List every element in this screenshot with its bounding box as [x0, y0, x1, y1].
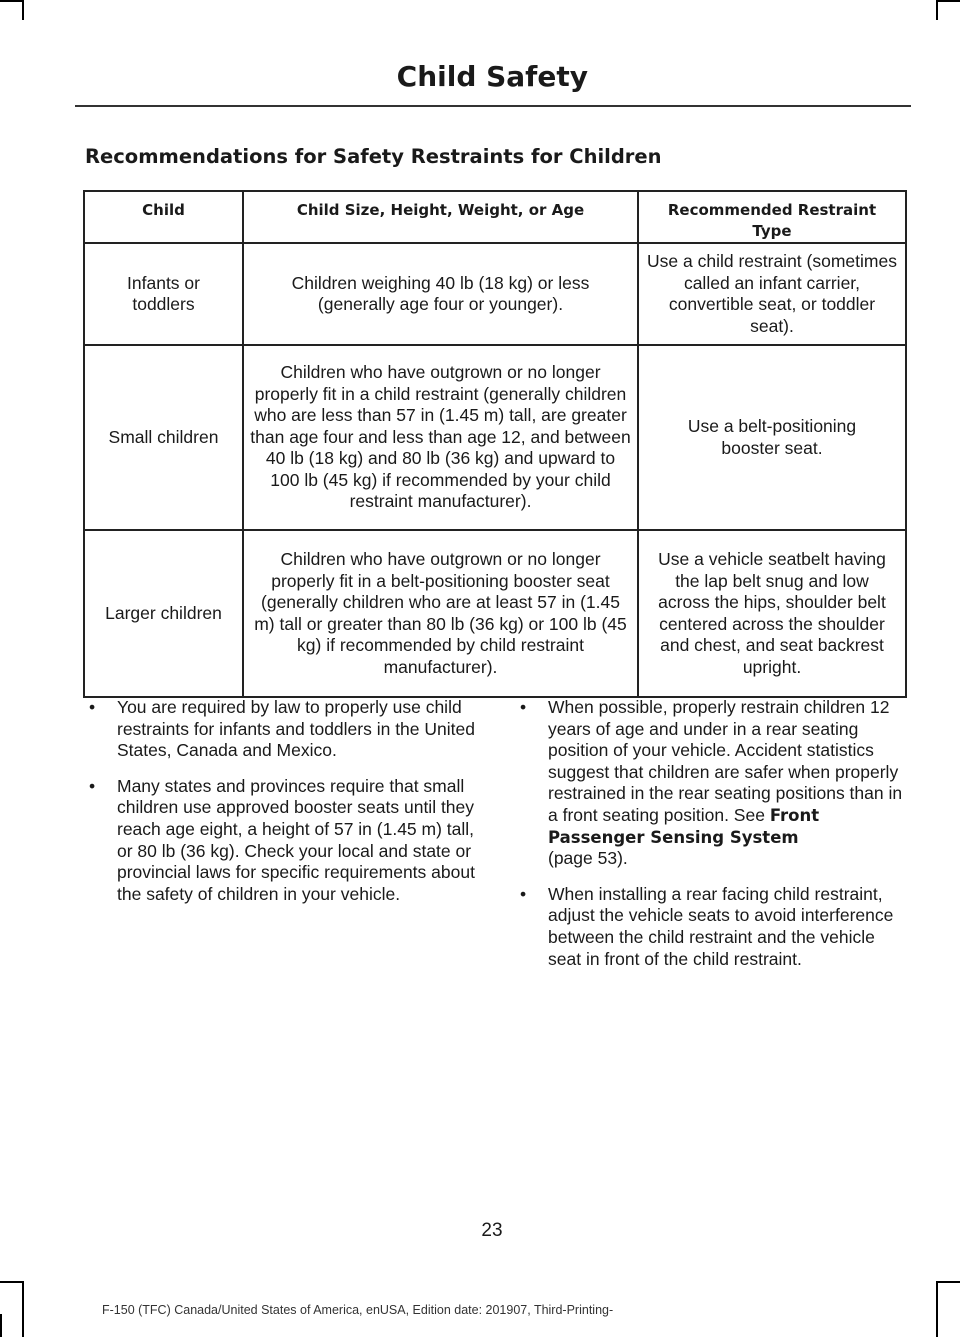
bullet-marker: • [520, 883, 527, 904]
table-row [84, 243, 906, 345]
size-cell: Children who have outgrown or no longer properly fit in a belt-positioning booster seat (generally children who are at least 57 in (1.45 m) tall or greater than 80 lb (36 kg) or 100 lb (45 kg) if recommended by child restraint manufacturer). [243, 530, 638, 697]
restraint-cell: Use a child restraint (sometimes called an infant carrier, convertible seat, or toddler seat). [638, 243, 906, 345]
page-title: Child Safety [396, 60, 588, 93]
left-bullet-list [84, 697, 476, 919]
bullet-text: Many states and provinces require that small children use approved booster seats until they reach age eight, a height of 57 in (1.45 m) tall, or 80 lb (36 kg). Check your local and state or provincial laws for specific requirements about the safety of children in your vehicle. [117, 775, 475, 904]
child-cell: Small children [84, 345, 243, 530]
bullet-marker: • [520, 697, 527, 717]
bullet-marker: • [89, 697, 96, 717]
column-header-size: Child Size, Height, Weight, or Age [243, 191, 638, 243]
crop-mark [936, 0, 938, 20]
restraint-cell: Use a belt-positioning booster seat. [638, 345, 906, 530]
crop-mark [938, 0, 960, 2]
page-number: 23 [481, 1220, 503, 1241]
list-item [84, 697, 476, 762]
crop-mark [22, 1281, 24, 1337]
bullet-text: You are required by law to properly use child restraints for infants and toddlers in the United States, Canada and Mexico. [117, 697, 475, 761]
restraints-table [83, 190, 907, 698]
right-bullet-list [515, 697, 910, 984]
list-item [84, 776, 476, 906]
header-divider [75, 105, 911, 107]
crop-mark [0, 1314, 2, 1337]
crop-mark [0, 0, 22, 2]
footer-text: F-150 (TFC) Canada/United States of America, enUSA, Edition date: 201907, Third-Printing- [102, 1303, 614, 1317]
crop-mark [0, 1281, 22, 1283]
bullet-text: When installing a rear facing child restraint, adjust the vehicle seats to avoid interference between the child restraint and the vehicle seat in front of the child restraint. [548, 883, 894, 969]
size-cell: Children weighing 40 lb (18 kg) or less (generally age four or younger). [243, 243, 638, 345]
bullet-text: When possible, properly restrain children 12 years of age and under in a rear seating position of your vehicle. Accident statistics suggest that children are safer when properly restrained in the rear seating positions than in a front seating position. See [548, 697, 903, 825]
section-heading: Recommendations for Safety Restraints for Children [85, 145, 662, 168]
column-header-restraint: Recommended Restraint Type [638, 191, 906, 243]
restraint-cell: Use a vehicle seatbelt having the lap belt snug and low across the hips, shoulder belt centered across the shoulder and chest, and seat backrest upright. [638, 530, 906, 697]
page-reference: (page 53). [548, 848, 628, 869]
cross-reference-link[interactable]: Front Passenger Sensing System [548, 805, 820, 847]
child-cell: Larger children [84, 530, 243, 697]
crop-mark [22, 0, 24, 20]
table-row [84, 530, 906, 697]
table-header-row [84, 191, 906, 243]
crop-mark [938, 1281, 960, 1283]
bullet-marker: • [89, 775, 96, 796]
size-cell: Children who have outgrown or no longer properly fit in a child restraint (generally children who are less than 57 in (1.45 m) tall, are greater than age four and less than age 12, and between 40 lb (18 kg) and 80 lb (36 kg) and upward to 100 lb (45 kg) if recommended by your child restraint manufacturer). [243, 345, 638, 530]
table-row [84, 345, 906, 530]
list-item [515, 697, 910, 870]
list-item [515, 884, 910, 970]
column-header-child: Child [84, 191, 243, 243]
crop-mark [936, 1281, 938, 1337]
child-cell: Infants or toddlers [84, 243, 243, 345]
